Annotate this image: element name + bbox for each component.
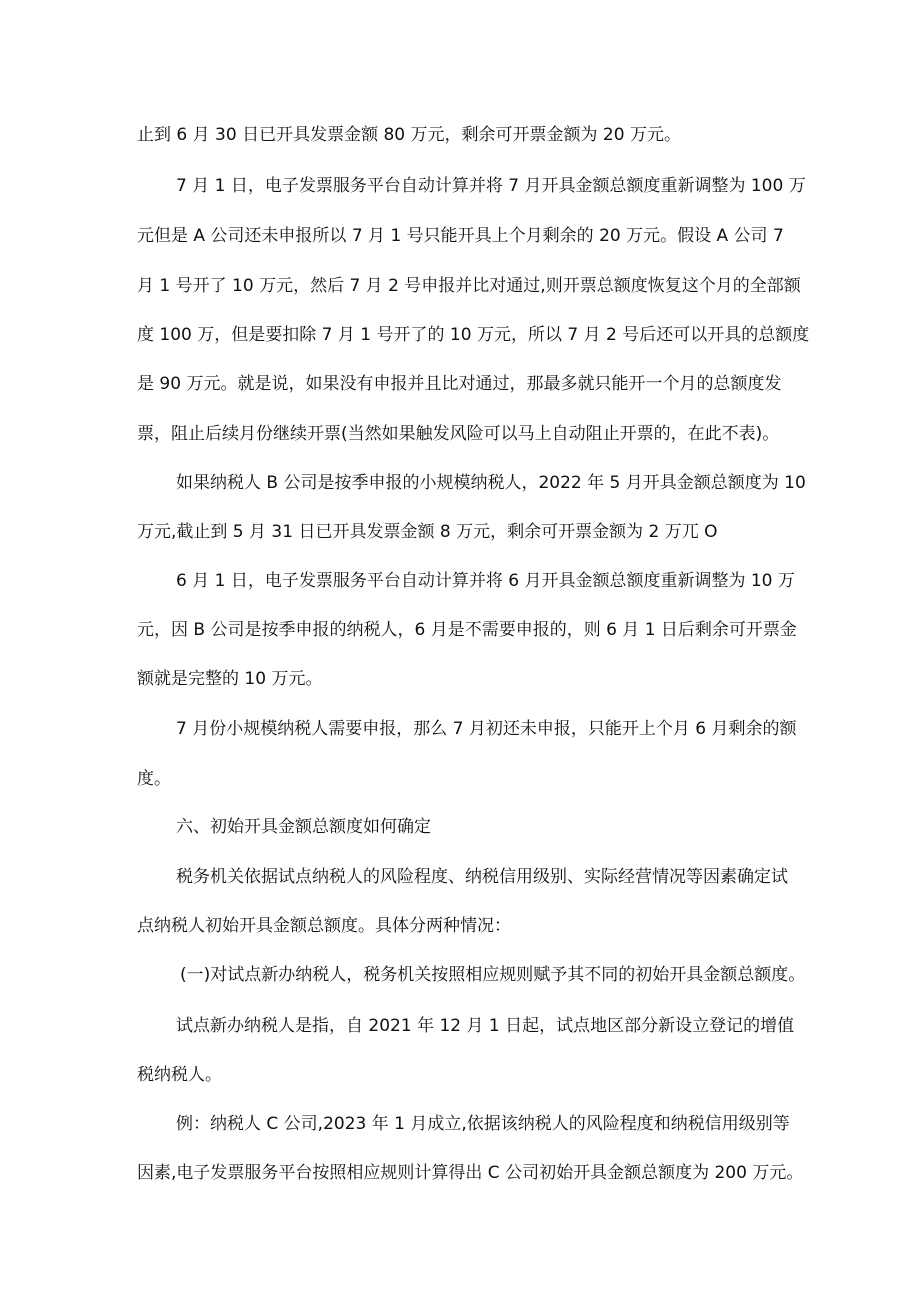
text-line: 7 月份小规模纳税人需要申报，那么 7 月初还未申报，只能开上个月 6 月剩余的额 [176, 719, 797, 739]
text-line: 例：纳税人 C 公司,2023 年 1 月成立,依据该纳税人的风险程度和纳税信用级别等 [176, 1114, 790, 1134]
section-heading: 六、初始开具金额总额度如何确定 [176, 817, 431, 837]
text-line: 度。 [137, 769, 171, 789]
text-line: 元，因 B 公司是按季申报的纳税人，6 月是不需要申报的，则 6 月 1 日后剩余可开票金 [137, 620, 797, 640]
text-line: 票，阻止后续月份继续开票(当然如果触发风险可以马上自动阻止开票的，在此不表)。 [137, 424, 780, 444]
text-line: 税纳税人。 [137, 1065, 222, 1085]
text-line: 元但是 A 公司还未申报所以 7 月 1 号只能开具上个月剩余的 20 万元。假设 A 公司 7 [137, 226, 784, 246]
text-line: 因素,电子发票服务平台按照相应规则计算得出 C 公司初始开具金额总额度为 200 万元。 [137, 1163, 804, 1183]
text-line: 税务机关依据试点纳税人的风险程度、纳税信用级别、实际经营情况等因素确定试 [176, 867, 788, 887]
text-line: 是 90 万元。就是说，如果没有申报并且比对通过，那最多就只能开一个月的总额度发 [137, 374, 782, 394]
text-line: 额就是完整的 10 万元。 [137, 669, 323, 689]
text-line: 7 月 1 日，电子发票服务平台自动计算并将 7 月开具金额总额度重新调整为 100 万 [176, 176, 806, 196]
text-line: 如果纳税人 B 公司是按季申报的小规模纳税人，2022 年 5 月开具金额总额度为 10 [176, 473, 806, 493]
text-line: 点纳税人初始开具金额总额度。具体分两种情况： [137, 916, 511, 936]
text-line: 度 100 万，但是要扣除 7 月 1 号开了的 10 万元，所以 7 月 2 号后还可以开具的总额度 [137, 325, 810, 345]
text-line: (一)对试点新办纳税人，税务机关按照相应规则赋予其不同的初始开具金额总额度。 [180, 965, 806, 985]
text-line: 月 1 号开了 10 万元，然后 7 月 2 号申报并比对通过,则开票总额度恢复这个月的全部额 [137, 276, 801, 296]
text-line: 试点新办纳税人是指，自 2021 年 12 月 1 日起，试点地区部分新设立登记的增值 [176, 1016, 795, 1036]
text-line: 止到 6 月 30 日已开具发票金额 80 万元，剩余可开票金额为 20 万元。 [137, 125, 681, 145]
text-line: 万元,截止到 5 月 31 日已开具发票金额 8 万元，剩余可开票金额为 2 万兀 O [137, 522, 718, 542]
text-line: 6 月 1 日，电子发票服务平台自动计算并将 6 月开具金额总额度重新调整为 10 万 [176, 571, 795, 591]
